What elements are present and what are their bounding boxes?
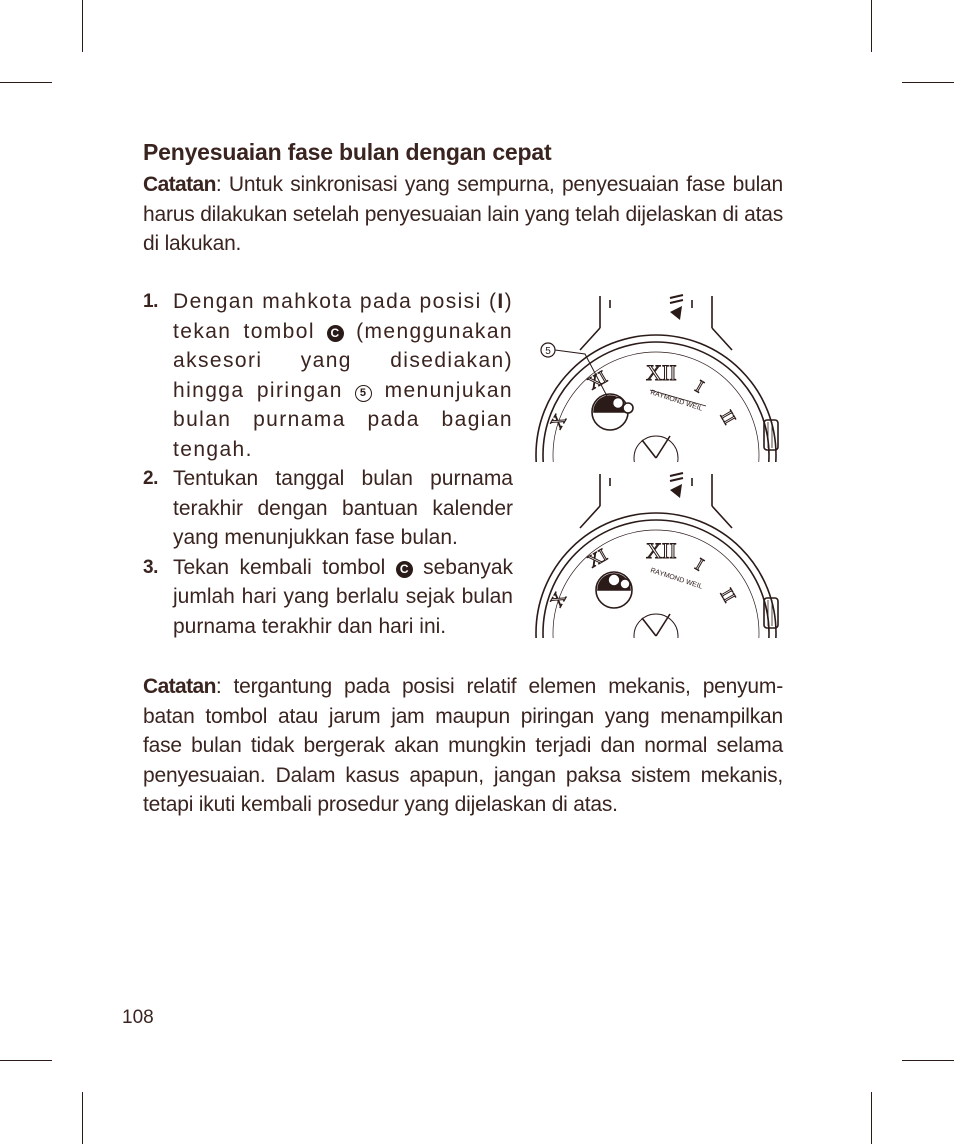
- step-text-part: ) tekan tombol: [173, 290, 513, 343]
- crop-mark: [0, 1060, 52, 1061]
- note-caution: [143, 672, 783, 820]
- step-number: 1.: [143, 291, 158, 312]
- svg-text:II: II: [716, 585, 740, 606]
- note-label: Catatan: [143, 675, 216, 698]
- svg-text:X: X: [546, 410, 570, 432]
- step-number: 3.: [143, 556, 158, 578]
- step-text: [173, 287, 513, 464]
- callout-5: 5: [545, 346, 551, 357]
- brand-text: RAYMOND WEIL: [649, 389, 704, 413]
- svg-text:XII: XII: [646, 538, 677, 563]
- svg-text:XI: XI: [584, 544, 611, 572]
- arrow-down-icon: [670, 473, 683, 498]
- crop-mark: [82, 1092, 83, 1144]
- watch-illustration-icon: [530, 468, 780, 638]
- step-text: Tentukan tanggal bulan purnama terakhir dengan bantuan kalender yang menunjukkan fase bulan.: [173, 467, 513, 549]
- crown-position-label: I: [497, 290, 505, 313]
- page-title: Penyesuaian fase bulan dengan cepat: [143, 139, 552, 165]
- page-number: 108: [122, 1007, 154, 1028]
- step-2: [143, 464, 513, 553]
- steps-list: [143, 287, 513, 641]
- step-text: [173, 553, 513, 642]
- step-text-part: (menggunakan aksesori yang disediakan) hingga piringan: [173, 319, 513, 402]
- note-text: : tergantung pada posisi relatif elemen mekanis, penyum-batan tombol atau jarum jam maupun piringan yang menampilkan fase bulan tidak bergerak akan mungkin terjadi dan normal selama penyesuaian. Dalam kasus apapun, jangan paksa sistem mekanis, tetapi ikuti kembali prosedur yang dijelaskan di atas.: [143, 675, 783, 816]
- svg-text:XI: XI: [584, 366, 611, 394]
- button-c-icon: C: [396, 561, 413, 578]
- brand-text: RAYMOND WEIL: [649, 567, 704, 591]
- crop-mark: [82, 0, 83, 52]
- step-text-part: sebanyak jumlah hari yang berlalu sejak bulan purnama terakhir dan hari ini.: [173, 555, 513, 638]
- svg-text:I: I: [692, 554, 708, 575]
- svg-text:X: X: [546, 588, 570, 610]
- step-number: 2.: [143, 468, 158, 489]
- crop-mark: [0, 82, 52, 83]
- svg-text:II: II: [716, 407, 740, 428]
- crop-mark: [902, 82, 954, 83]
- arrow-down-icon: [670, 295, 683, 320]
- step-text-part: menunjukan bulan purnama pada bagian tengah.: [173, 378, 513, 461]
- step-text-part: Dengan mahkota pada posisi (: [173, 290, 498, 313]
- step-text-part: Tekan kembali tombol: [173, 555, 396, 579]
- note-label: Catatan: [143, 173, 216, 196]
- step-3: [143, 553, 513, 642]
- crop-mark: [871, 0, 872, 52]
- crop-mark: [871, 1092, 872, 1144]
- step-1: [143, 287, 513, 464]
- watch-illustration-icon: [530, 290, 780, 462]
- crop-mark: [902, 1060, 954, 1061]
- button-c-icon: C: [327, 325, 344, 342]
- note-text: : Untuk sinkronisasi yang sempurna, penyesuaian fase bulan harus dilakukan setelah penyesuaian lain yang telah dijelaskan di atas di lakukan.: [143, 173, 783, 255]
- disc-5-icon: 5: [355, 385, 372, 402]
- note-intro: [143, 170, 783, 259]
- svg-text:I: I: [692, 376, 708, 397]
- svg-text:XII: XII: [646, 360, 677, 385]
